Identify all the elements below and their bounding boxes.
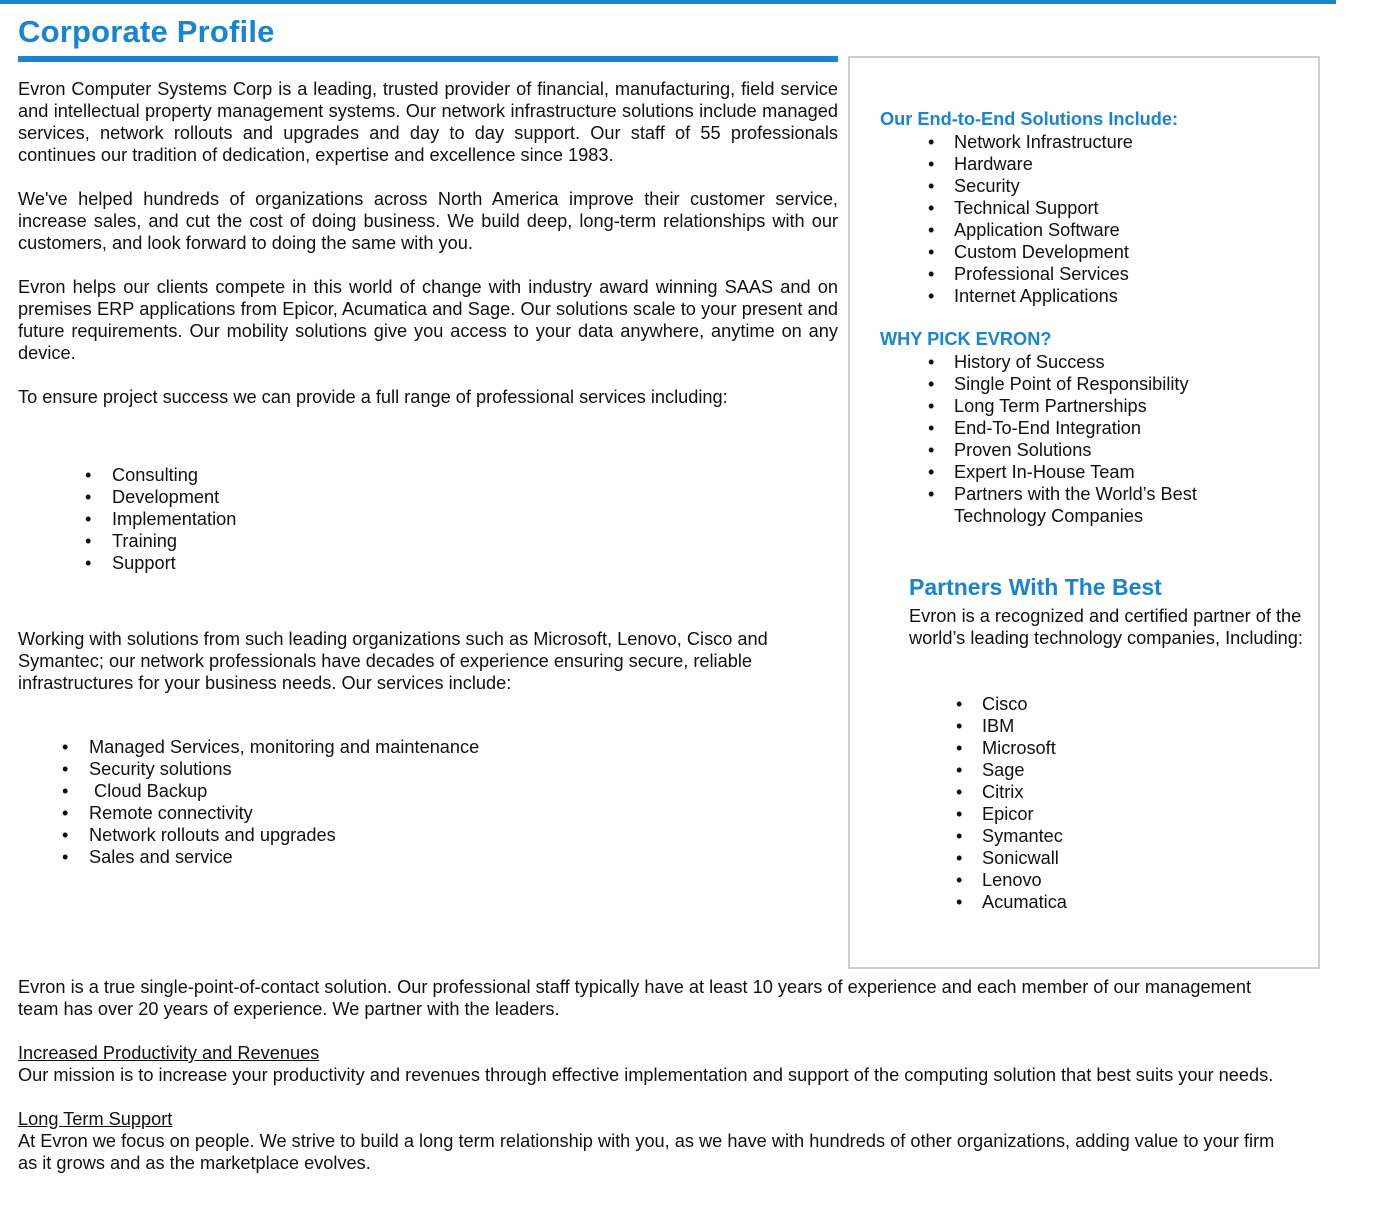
page-title: Corporate Profile <box>18 14 275 49</box>
long-term-support-heading: Long Term Support <box>18 1109 173 1129</box>
list-item: • Consulting <box>88 464 236 486</box>
partners-description: Evron is a recognized and certified partner of the world’s leading technology companies, Including: <box>909 606 1303 648</box>
list-item: • History of Success <box>930 351 1230 373</box>
list-item: • Security solutions <box>63 758 479 780</box>
single-contact-paragraph: Evron is a true single-point-of-contact solution. Our professional staff typically have at least 10 years of experience and each member of our management team has over 20 years of experience. We partner with the leaders. <box>18 977 1252 1019</box>
list-item: • End-To-End Integration <box>930 417 1230 439</box>
list-item: • Citrix <box>958 781 1067 803</box>
list-item: • Professional Services <box>930 263 1133 285</box>
top-accent-rule <box>0 0 1336 4</box>
productivity-heading: Increased Productivity and Revenues <box>18 1043 320 1063</box>
services-include-list <box>63 736 479 868</box>
list-item: • Sage <box>958 759 1067 781</box>
intro-paragraph: Evron Computer Systems Corp is a leading, trusted provider of financial, manufacturing, field service and intellectual property management systems. Our network infrastructure solutions include managed services, network rollouts and upgrades and day to day support. Our staff of 55 professionals continues our tradition of dedication, expertise and excellence since 1983. <box>18 79 838 165</box>
why-pick-heading: WHY PICK EVRON? <box>880 329 1052 349</box>
why-pick-list <box>930 351 1230 527</box>
intro-paragraph: Evron helps our clients compete in this world of change with industry award winning SAAS and on premises ERP applications from Epicor, Acumatica and Sage. Our solutions scale to your present and future requirements. Our mobility solutions give you access to your data anywhere, anytime on any device. <box>18 277 838 363</box>
title-underline-rule <box>18 56 838 62</box>
list-item: • Epicor <box>958 803 1067 825</box>
productivity-paragraph: Our mission is to increase your productivity and revenues through effective implementation and support of the computing solution that best suits your needs. <box>18 1065 1274 1085</box>
bottom-section <box>18 976 1278 1174</box>
list-item: • Application Software <box>930 219 1133 241</box>
list-item: • IBM <box>958 715 1067 737</box>
list-item: • Hardware <box>930 153 1133 175</box>
partners-heading: Partners With The Best <box>909 574 1162 600</box>
list-item: • Implementation <box>88 508 236 530</box>
list-item: • Managed Services, monitoring and maintenance <box>63 736 479 758</box>
partners-paragraph: Working with solutions from such leading organizations such as Microsoft, Lenovo, Cisco and Symantec; our network professionals have decades of experience ensuring secure, reliable infrastructures for your business needs. Our services include: <box>18 629 768 693</box>
list-item: • Internet Applications <box>930 285 1133 307</box>
list-item: • Partners with the World’s Best Technology Companies <box>930 483 1230 527</box>
solutions-heading: Our End-to-End Solutions Include: <box>880 109 1179 129</box>
list-item: • Long Term Partnerships <box>930 395 1230 417</box>
list-item: • Support <box>88 552 236 574</box>
list-item: • Microsoft <box>958 737 1067 759</box>
list-item: • Lenovo <box>958 869 1067 891</box>
list-item: • Proven Solutions <box>930 439 1230 461</box>
solutions-list <box>930 131 1133 307</box>
intro-paragraph: We've helped hundreds of organizations across North America improve their customer service, increase sales, and cut the cost of doing business. We build deep, long-term relationships with our customers, and look forward to doing the same with you. <box>18 189 838 253</box>
list-item: • Expert In-House Team <box>930 461 1230 483</box>
list-item: • Sonicwall <box>958 847 1067 869</box>
intro-section <box>18 78 838 408</box>
long-term-support-paragraph: At Evron we focus on people. We strive to build a long term relationship with you, as we have with hundreds of other organizations, adding value to your firm as it grows and as the marketplace evolves. <box>18 1131 1275 1173</box>
list-item: • Sales and service <box>63 846 479 868</box>
list-item: • Symantec <box>958 825 1067 847</box>
list-item: • Acumatica <box>958 891 1067 913</box>
intro-paragraph: To ensure project success we can provide a full range of professional services including: <box>18 387 728 407</box>
sidebar-box <box>848 56 1320 969</box>
list-item: • Network rollouts and upgrades <box>63 824 479 846</box>
list-item: • Training <box>88 530 236 552</box>
list-item: • Security <box>930 175 1133 197</box>
list-item: • Network Infrastructure <box>930 131 1133 153</box>
partner-list <box>958 693 1067 913</box>
list-item: • Custom Development <box>930 241 1133 263</box>
list-item: • Single Point of Responsibility <box>930 373 1230 395</box>
list-item: • Technical Support <box>930 197 1133 219</box>
professional-services-list <box>88 464 236 574</box>
list-item: • Cisco <box>958 693 1067 715</box>
list-item: • Development <box>88 486 236 508</box>
list-item: • Cloud Backup <box>63 780 479 802</box>
list-item: • Remote connectivity <box>63 802 479 824</box>
